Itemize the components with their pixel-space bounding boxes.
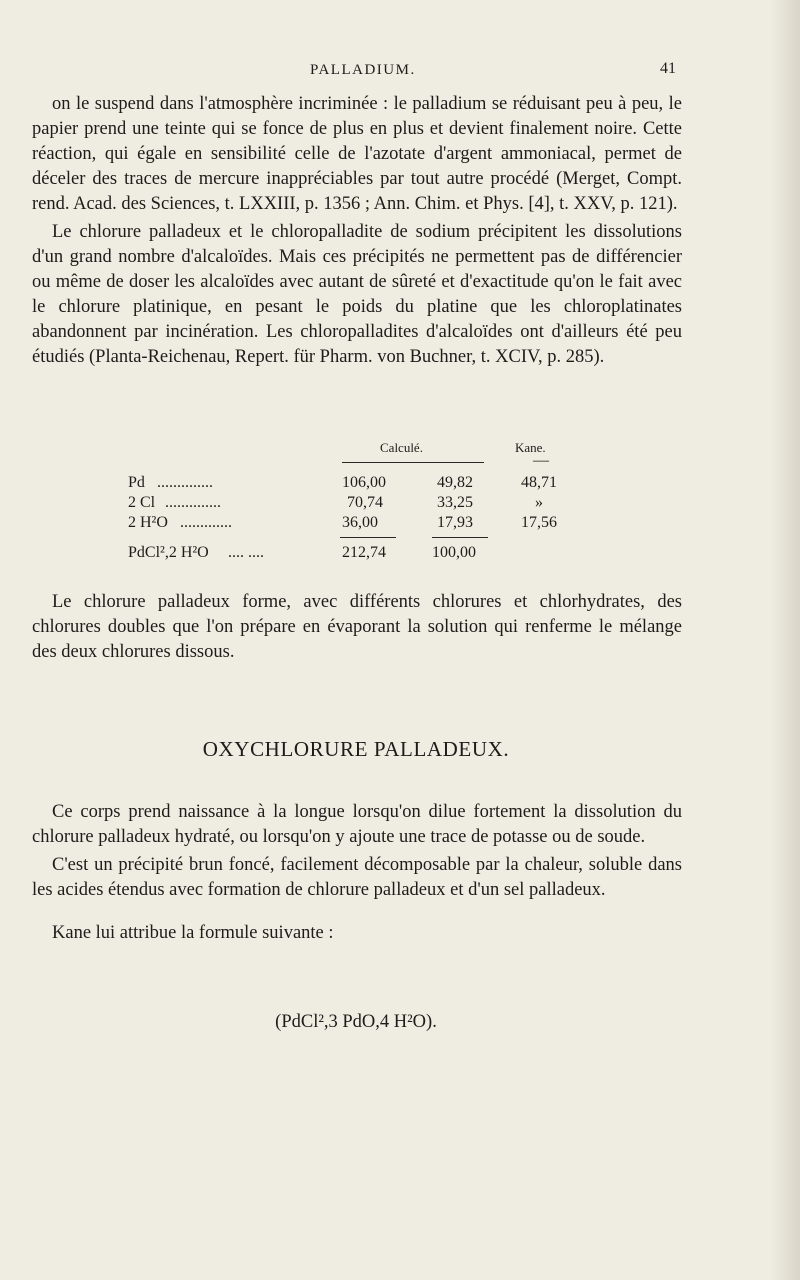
calc-percent-2cl: 33,25	[437, 494, 473, 511]
row-label-pd: Pd	[128, 474, 145, 491]
sum-rule-weight	[340, 537, 396, 538]
header-calcule: Calculé.	[380, 440, 423, 455]
header-rule-calcule	[342, 462, 484, 463]
row-dots-2h2o: .............	[180, 514, 232, 531]
paragraph-properties: C'est un précipité brun foncé, facilement décomposable par la chaleur, soluble dans les acides étendus avec formation de chlorure palladeux et d'un sel palladeux.	[32, 855, 682, 900]
paragraph-alkaloids: Le chlorure palladeux et le chloropalladite de sodium précipitent les dissolutions d'un grand nombre d'alcaloïdes. Mais ces précipités ne permettent pas de différencier ou même de doser les alcaloïdes avec autant de sûreté et d'exactitude qu'on le fait avec le chlorure platinique, en pesant le poids du platine que les chloroplatinates abandonnent par incinération. Les chloropalladites d'alcaloïdes ont d'ailleurs été peu étudiés (Planta-Reichenau, Repert. für Pharm. von Buchner, t. XCIV, p. 285).	[32, 222, 682, 367]
section-title: OXYCHLORURE PALLADEUX.	[202, 737, 510, 761]
total-label: PdCl²,2 H²O	[128, 544, 209, 561]
kane-2h2o: 17,56	[521, 514, 557, 531]
page-edge-shadow	[770, 0, 800, 1280]
page-number: 41	[660, 60, 676, 77]
total-calc-percent: 100,00	[432, 544, 476, 561]
paragraph-formation: Ce corps prend naissance à la longue lorsqu'on dilue fortement la dissolution du chlorure palladeux hydraté, ou lorsqu'on y ajoute une trace de potasse ou de soude.	[32, 802, 682, 847]
row-dots-2cl: ..............	[165, 494, 221, 511]
row-label-2h2o: 2 H²O	[128, 514, 168, 531]
double-chlorides-text	[32, 590, 682, 665]
kane-dash: —	[533, 452, 549, 469]
paragraph-double-chlorides: Le chlorure palladeux forme, avec différents chlorures et chlorhydrates, des chlorures doubles que l'on prépare en évaporant la solution qui renferme le mélange des deux chlorures dissous.	[32, 592, 682, 662]
kane-pd: 48,71	[521, 474, 557, 491]
running-title: PALLADIUM.	[310, 62, 416, 78]
row-dots-pd: ..............	[157, 474, 213, 491]
header-kane: Kane.	[515, 440, 546, 455]
paragraph-kane-formula-intro: Kane lui attribue la formule suivante :	[52, 923, 334, 943]
composition-table	[0, 440, 800, 570]
paragraph-mercury-detection: on le suspend dans l'atmosphère incriminée : le palladium se réduisant peu à peu, le papier prend une teinte qui se fonce de plus en plus et devient finalement noire. Cette réaction, qui égale en sensibilité celle de l'azotate d'argent ammoniacal, permet de déceler des traces de mercure inappréciables par tout autre procédé (Merget, Compt. rend. Acad. des Sciences, t. LXXIII, p. 1356 ; Ann. Chim. et Phys. [4], t. XXV, p. 121).	[32, 94, 682, 214]
calc-percent-2h2o: 17,93	[437, 514, 473, 531]
total-dots: .... ....	[228, 544, 264, 561]
kane-2cl: »	[535, 494, 543, 511]
calc-weight-2cl: 70,74	[347, 494, 383, 511]
calc-weight-pd: 106,00	[342, 474, 386, 491]
calc-percent-pd: 49,82	[437, 474, 473, 491]
total-calc-weight: 212,74	[342, 544, 386, 561]
intro-text	[32, 92, 682, 370]
oxychloride-text	[32, 800, 682, 946]
sum-rule-percent	[432, 537, 488, 538]
row-label-2cl: 2 Cl	[128, 494, 156, 511]
running-header	[0, 60, 800, 84]
chemical-formula: (PdCl²,3 PdO,4 H²O).	[275, 1012, 437, 1032]
calc-weight-2h2o: 36,00	[342, 514, 378, 531]
